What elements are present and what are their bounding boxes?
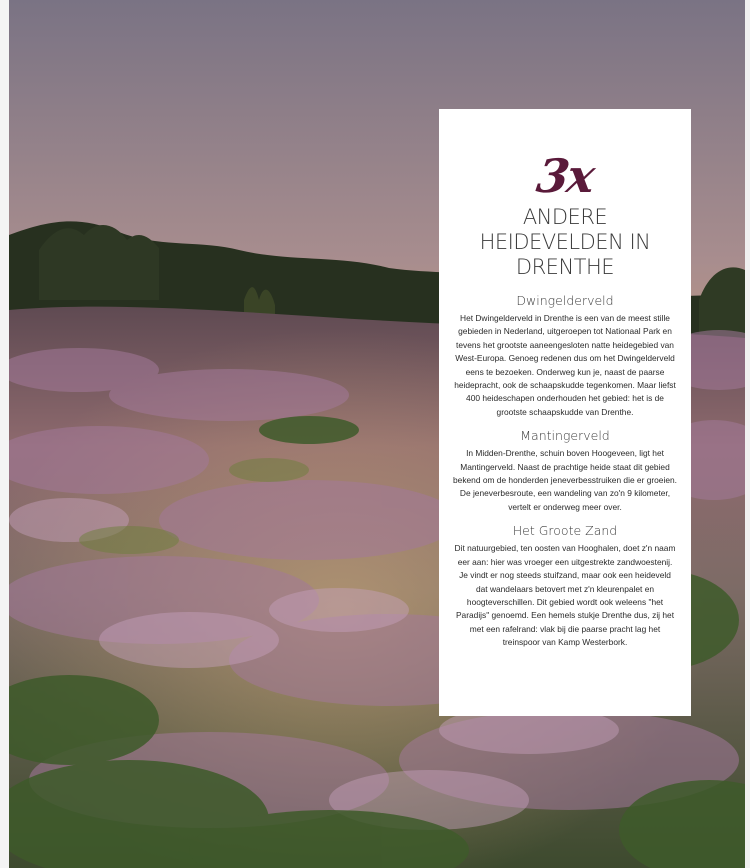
section-text-dwingelderveld: Het Dwingelderveld in Drenthe is een van de meest stille gebieden in Nederland, uitgeroepen tot Nationaal Park en tevens het grootste aaneengesloten natte heidegebied van West-Europa. Genoeg redenen dus om het Dwingelderveld eens te bezoeken. Onderweg kun je, naast de paarse heidepracht, ook de schaapskudde tegenkomen. Maar liefst 400 heideschapen onderhouden het gebied: het is de grootste schaapskudde van Drenthe.	[454, 313, 676, 417]
page-right-edge	[745, 0, 750, 868]
big-number: 3x	[533, 149, 597, 203]
section-title-groote-zand: Het Groote Zand	[510, 524, 620, 538]
section-text-mantingerveld: In Midden-Drenthe, schuin boven Hoogeveen, ligt het Mantingerveld. Naast de prachtige heide staat dit gebied bekend om de honderden jeneverbesstruiken die er groeien. De jeneverbesroute, een wandeling van zo'n 9 kilometer, vertelt er onderweg meer over.	[453, 448, 677, 512]
article-headline: ANDERE HEIDEVELDEN IN DRENTHE	[479, 205, 651, 279]
section-title-mantingerveld: Mantingerveld	[517, 429, 613, 443]
section-title-dwingelderveld: Dwingelderveld	[513, 294, 616, 308]
article-card	[439, 109, 691, 716]
page-left-edge	[0, 0, 9, 868]
section-text-groote-zand: Dit natuurgebied, ten oosten van Hooghalen, doet z'n naam eer aan: hier was vroeger een uitgestrekte zandwoestenij. Je vindt er nog steeds stuifzand, maar ook een heideveld dat wandelaars betovert met z'n kleurenpalet en hoogteverschillen. Dit gebied wordt ook weleens "het Paradijs" genoemd. Een hemels stukje Drenthe dus, zij het met een rafelrand: vlak bij die paarse pracht lag het treinspoor van Kamp Westerbork.	[454, 543, 676, 648]
